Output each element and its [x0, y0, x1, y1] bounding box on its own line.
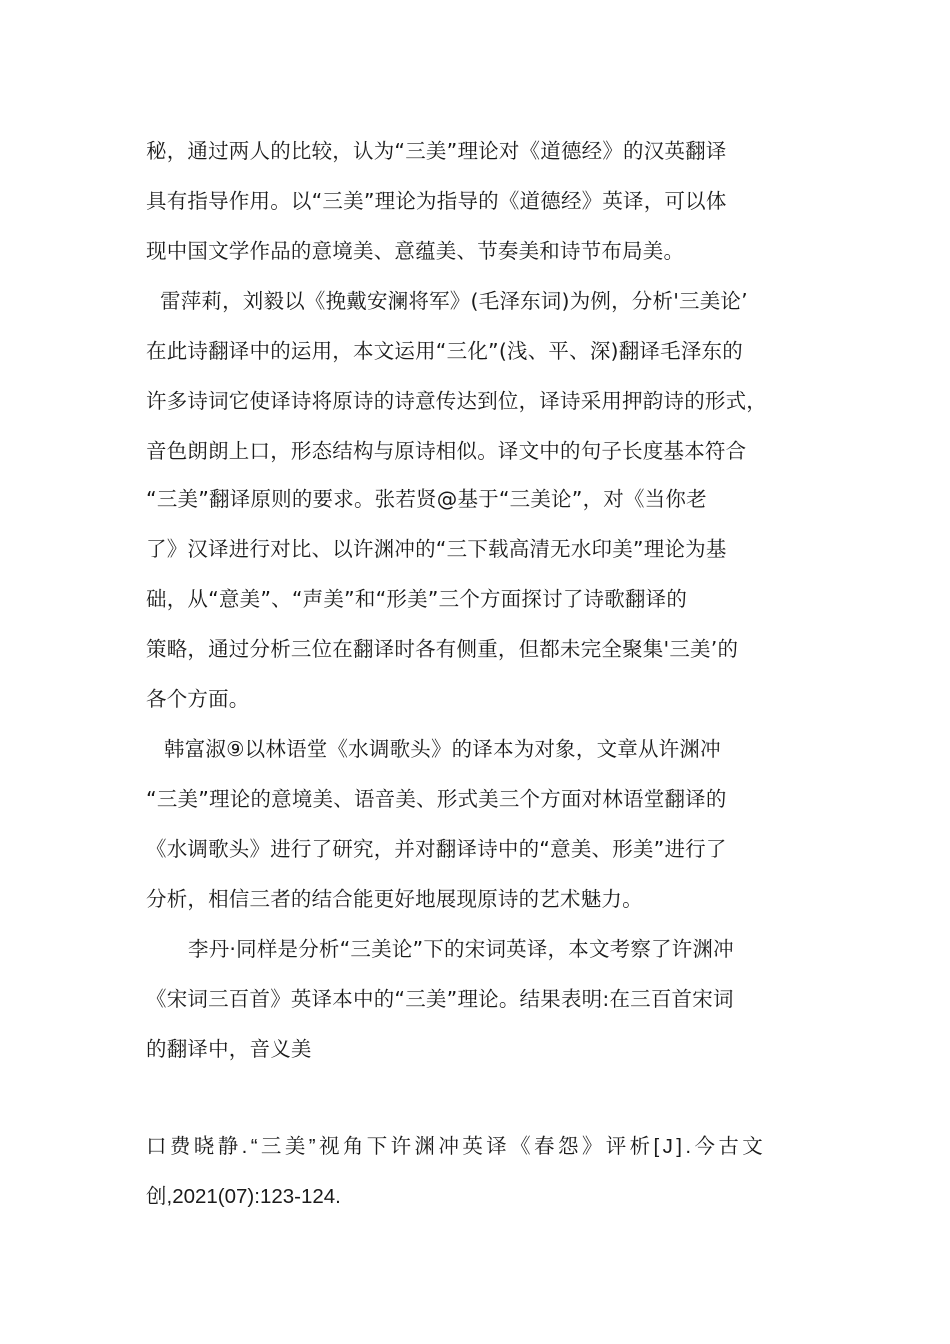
- paragraph-2-line-1: 雷萍莉，刘毅以《挽戴安澜将军》(毛泽东词)为例，分析'三美论’: [160, 289, 748, 313]
- paragraph-2-line-8: 策略，通过分析三位在翻译时各有侧重，但都未完全聚集'三美’的: [146, 637, 739, 661]
- paragraph-3-line-2: “三美”理论的意境美、语音美、形式美三个方面对林语堂翻译的: [146, 787, 727, 811]
- paragraph-3-line-3: 《水调歌头》进行了研究，并对翻译诗中的“意美、形美”进行了: [146, 837, 727, 861]
- paragraph-2-line-3: 许多诗词它使译诗将原诗的诗意传达到位，译诗采用押韵诗的形式，: [146, 389, 767, 413]
- paragraph-4-line-1: 李丹·同样是分析“三美论”下的宋词英译，本文考察了许渊冲: [188, 937, 734, 961]
- paragraph-2-line-7: 础，从“意美”、“声美”和“形美”三个方面探讨了诗歌翻译的: [146, 587, 688, 611]
- paragraph-2-line-5: “三美”翻译原则的要求。张若贤@基于“三美论”，对《当你老: [146, 487, 707, 511]
- paragraph-2-line-2: 在此诗翻译中的运用，本文运用“三化”(浅、平、深)翻译毛泽东的: [146, 339, 743, 363]
- paragraph-2-line-6: 了》汉译进行对比、以许渊冲的“三下载高清无水印美”理论为基: [146, 537, 727, 561]
- footnote-line-1: 口费晓静.“三美”视角下许渊冲英译《春怨》评析[J].今古文: [146, 1135, 767, 1158]
- paragraph-4-line-3: 的翻译中，音义美: [146, 1037, 312, 1061]
- paragraph-3-line-1: 韩富淑⑨以林语堂《水调歌头》的译本为对象，文章从许渊冲: [164, 737, 721, 761]
- paragraph-1-line-3: 现中国文学作品的意境美、意蕴美、节奏美和诗节布局美。: [146, 239, 685, 263]
- paragraph-3-line-4: 分析，相信三者的结合能更好地展现原诗的艺术魅力。: [146, 887, 643, 911]
- paragraph-1-line-2: 具有指导作用。以“三美”理论为指导的《道德经》英译，可以体: [146, 189, 727, 213]
- footnote-line-2: 创,2021(07):123-124.: [146, 1185, 341, 1208]
- paragraph-2-line-4: 音色朗朗上口，形态结构与原诗相似。译文中的句子长度基本符合: [146, 439, 747, 463]
- paragraph-4-line-2: 《宋词三百首》英译本中的“三美”理论。结果表明:在三百首宋词: [146, 987, 734, 1011]
- paragraph-1-line-1: 秘，通过两人的比较，认为“三美”理论对《道德经》的汉英翻译: [146, 139, 727, 163]
- paragraph-2-line-9: 各个方面。: [146, 687, 250, 711]
